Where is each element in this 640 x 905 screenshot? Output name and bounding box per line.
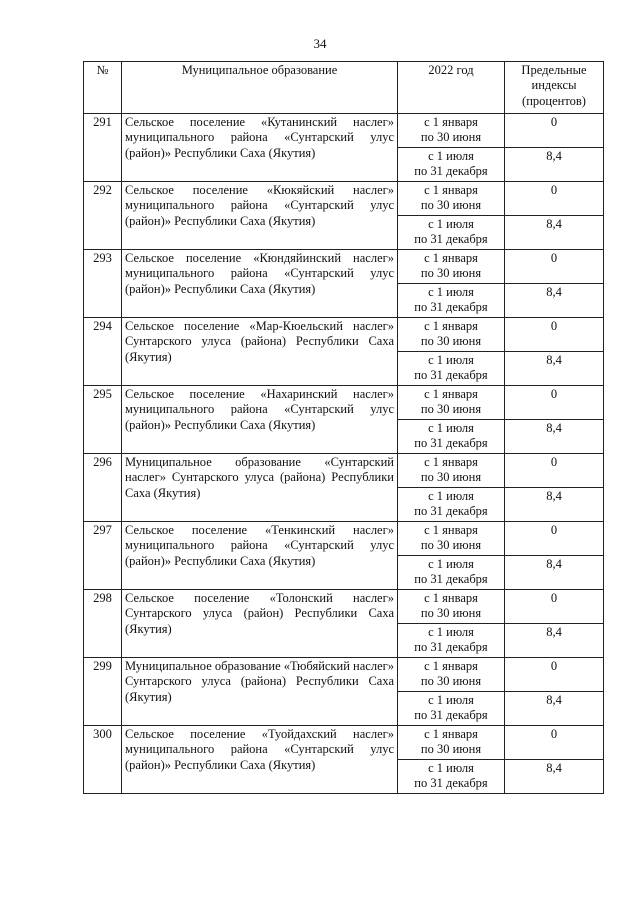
row-number: 299 <box>84 658 122 726</box>
period-cell <box>398 556 505 590</box>
period-start: с 1 июля <box>428 421 474 435</box>
table-row <box>84 114 604 148</box>
period-end: по 30 июня <box>420 538 482 553</box>
index-value: 0 <box>505 182 604 216</box>
page-number: 34 <box>313 36 327 51</box>
table-row <box>84 590 604 624</box>
period-end: по 31 декабря <box>414 572 488 587</box>
period-cell <box>398 182 505 216</box>
period-end: по 31 декабря <box>414 232 488 247</box>
row-number: 297 <box>84 522 122 590</box>
period-start: с 1 января <box>424 183 478 197</box>
municipality-name: Муниципальное образование «Тюбяйский наслег» Сунтарского улуса (района) Республики Саха (Якутия) <box>122 658 398 726</box>
period-end: по 31 декабря <box>414 368 488 383</box>
period-cell <box>398 148 505 182</box>
period-cell <box>398 114 505 148</box>
period-start: с 1 января <box>424 523 478 537</box>
period-end: по 31 декабря <box>414 504 488 519</box>
period-end: по 30 июня <box>420 742 482 757</box>
municipality-name: Сельское поселение «Туойдахский наслег» муниципального района «Сунтарский улус (район)» Республики Саха (Якутия) <box>122 726 398 794</box>
index-value: 0 <box>505 658 604 692</box>
municipality-name: Сельское поселение «Кюкяйский наслег» муниципального района «Сунтарский улус (район)» Республики Саха (Якутия) <box>122 182 398 250</box>
index-value: 8,4 <box>505 216 604 250</box>
period-start: с 1 января <box>424 115 478 129</box>
period-start: с 1 июля <box>428 625 474 639</box>
row-number: 295 <box>84 386 122 454</box>
period-start: с 1 января <box>424 727 478 741</box>
index-value: 8,4 <box>505 148 604 182</box>
period-end: по 30 июня <box>420 402 482 417</box>
period-cell <box>398 318 505 352</box>
period-end: по 30 июня <box>420 470 482 485</box>
table-row <box>84 658 604 692</box>
period-start: с 1 июля <box>428 353 474 367</box>
index-value: 0 <box>505 726 604 760</box>
period-end: по 31 декабря <box>414 300 488 315</box>
indices-table <box>83 61 604 794</box>
period-start: с 1 июля <box>428 149 474 163</box>
row-number: 300 <box>84 726 122 794</box>
row-number: 296 <box>84 454 122 522</box>
row-number: 293 <box>84 250 122 318</box>
period-start: с 1 июля <box>428 761 474 775</box>
period-cell <box>398 386 505 420</box>
table-row <box>84 454 604 488</box>
municipality-name: Сельское поселение «Кутанинский наслег» муниципального района «Сунтарский улус (район)» Республики Саха (Якутия) <box>122 114 398 182</box>
period-end: по 31 декабря <box>414 776 488 791</box>
period-cell <box>398 454 505 488</box>
period-start: с 1 января <box>424 251 478 265</box>
header-municipality: Муниципальное образование <box>122 62 398 114</box>
index-value: 8,4 <box>505 624 604 658</box>
period-end: по 30 июня <box>420 674 482 689</box>
table-row <box>84 386 604 420</box>
period-cell <box>398 522 505 556</box>
header-year: 2022 год <box>398 62 505 114</box>
period-start: с 1 июля <box>428 217 474 231</box>
table-row <box>84 250 604 284</box>
period-end: по 30 июня <box>420 334 482 349</box>
municipality-name: Сельское поселение «Кюндяйинский наслег» муниципального района «Сунтарский улус (район)» Республики Саха (Якутия) <box>122 250 398 318</box>
index-value: 0 <box>505 386 604 420</box>
period-end: по 30 июня <box>420 266 482 281</box>
period-cell <box>398 590 505 624</box>
period-cell <box>398 488 505 522</box>
period-start: с 1 июля <box>428 285 474 299</box>
municipality-name: Сельское поселение «Тенкинский наслег» муниципального района «Сунтарский улус (район)» Республики Саха (Якутия) <box>122 522 398 590</box>
row-number: 292 <box>84 182 122 250</box>
index-value: 8,4 <box>505 420 604 454</box>
period-start: с 1 июля <box>428 489 474 503</box>
index-value: 0 <box>505 114 604 148</box>
period-cell <box>398 692 505 726</box>
table-row <box>84 182 604 216</box>
index-value: 8,4 <box>505 556 604 590</box>
period-start: с 1 июля <box>428 693 474 707</box>
period-cell <box>398 658 505 692</box>
table-row <box>84 318 604 352</box>
header-number: № <box>84 62 122 114</box>
period-end: по 31 декабря <box>414 640 488 655</box>
municipality-name: Муниципальное образование «Сунтарский наслег» Сунтарского улуса (района) Республики Саха (Якутия) <box>122 454 398 522</box>
period-start: с 1 января <box>424 387 478 401</box>
table-row <box>84 726 604 760</box>
period-cell <box>398 250 505 284</box>
index-value: 8,4 <box>505 760 604 794</box>
period-end: по 31 декабря <box>414 164 488 179</box>
period-cell <box>398 284 505 318</box>
index-value: 0 <box>505 454 604 488</box>
period-end: по 31 декабря <box>414 708 488 723</box>
period-end: по 30 июня <box>420 606 482 621</box>
index-value: 0 <box>505 590 604 624</box>
index-value: 8,4 <box>505 692 604 726</box>
period-cell <box>398 726 505 760</box>
period-cell <box>398 352 505 386</box>
index-value: 0 <box>505 318 604 352</box>
period-cell <box>398 624 505 658</box>
municipality-name: Сельское поселение «Мар-Кюельский наслег» Сунтарского улуса (района) Республики Саха (Якутия) <box>122 318 398 386</box>
row-number: 291 <box>84 114 122 182</box>
row-number: 294 <box>84 318 122 386</box>
period-start: с 1 июля <box>428 557 474 571</box>
period-end: по 31 декабря <box>414 436 488 451</box>
row-number: 298 <box>84 590 122 658</box>
period-end: по 30 июня <box>420 198 482 213</box>
table-body <box>84 114 604 794</box>
index-value: 0 <box>505 522 604 556</box>
municipality-name: Сельское поселение «Нахаринский наслег» муниципального района «Сунтарский улус (район)» Республики Саха (Якутия) <box>122 386 398 454</box>
index-value: 8,4 <box>505 352 604 386</box>
period-start: с 1 января <box>424 591 478 605</box>
period-start: с 1 января <box>424 319 478 333</box>
period-cell <box>398 420 505 454</box>
municipality-name: Сельское поселение «Толонский наслег» Сунтарского улуса (район) Республики Саха (Якутия) <box>122 590 398 658</box>
index-value: 8,4 <box>505 488 604 522</box>
table-header-row <box>84 62 604 114</box>
period-cell <box>398 216 505 250</box>
index-value: 0 <box>505 250 604 284</box>
period-start: с 1 января <box>424 659 478 673</box>
period-cell <box>398 760 505 794</box>
index-value: 8,4 <box>505 284 604 318</box>
header-index: Предельные индексы (процентов) <box>505 62 604 114</box>
table-row <box>84 522 604 556</box>
period-start: с 1 января <box>424 455 478 469</box>
period-end: по 30 июня <box>420 130 482 145</box>
